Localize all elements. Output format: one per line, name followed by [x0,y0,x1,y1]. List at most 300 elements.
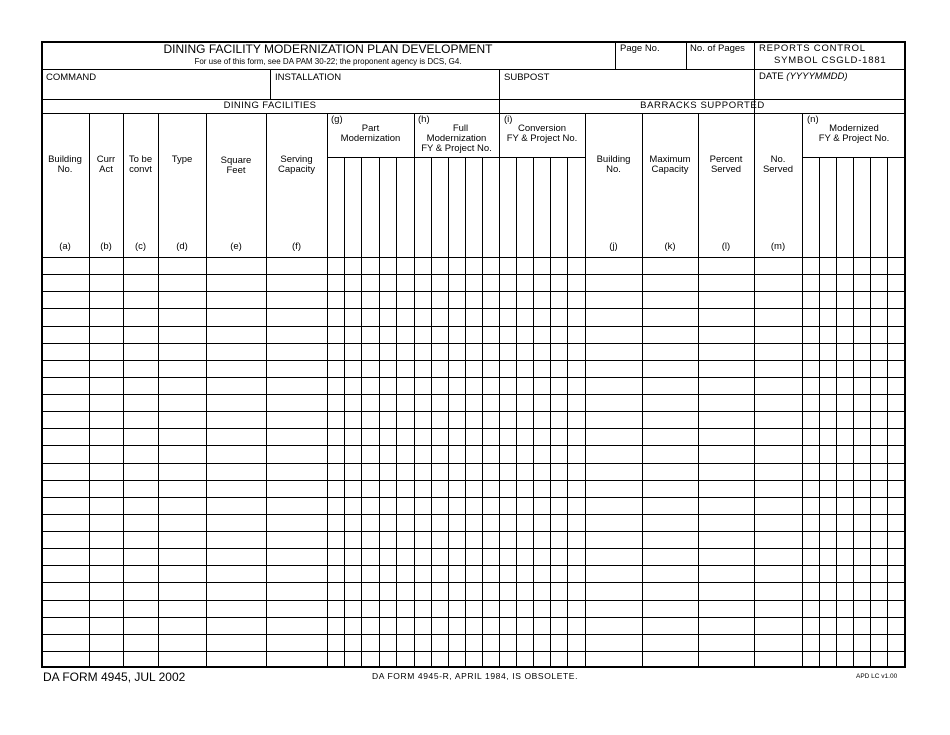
table-cell[interactable] [586,361,642,377]
table-cell[interactable] [449,549,465,565]
table-cell[interactable] [207,361,266,377]
table-cell[interactable] [397,361,414,377]
table-cell[interactable] [500,344,516,360]
table-cell[interactable] [755,344,802,360]
table-cell[interactable] [568,481,585,497]
table-cell[interactable] [345,258,361,274]
table-cell[interactable] [328,378,344,394]
table-cell[interactable] [397,429,414,445]
table-cell[interactable] [380,515,396,531]
table-cell[interactable] [267,327,327,343]
table-cell[interactable] [362,309,379,325]
table-cell[interactable] [124,549,158,565]
table-cell[interactable] [517,566,533,582]
table-cell[interactable] [90,258,123,274]
table-cell[interactable] [803,258,819,274]
table-cell[interactable] [345,532,361,548]
table-cell[interactable] [820,395,836,411]
table-cell[interactable] [380,446,396,462]
table-cell[interactable] [699,515,754,531]
table-cell[interactable] [449,446,465,462]
table-cell[interactable] [432,395,448,411]
table-cell[interactable] [380,635,396,651]
table-cell[interactable] [483,515,499,531]
table-cell[interactable] [159,498,206,514]
table-cell[interactable] [449,412,465,428]
table-cell[interactable] [871,635,887,651]
table-cell[interactable] [415,601,431,617]
table-cell[interactable] [415,446,431,462]
table-cell[interactable] [432,532,448,548]
table-cell[interactable] [124,412,158,428]
table-cell[interactable] [432,601,448,617]
table-cell[interactable] [803,635,819,651]
table-cell[interactable] [871,498,887,514]
table-cell[interactable] [466,378,482,394]
table-cell[interactable] [328,583,344,599]
table-cell[interactable] [517,635,533,651]
table-cell[interactable] [362,378,379,394]
table-cell[interactable] [534,618,550,634]
table-cell[interactable] [380,412,396,428]
table-cell[interactable] [124,464,158,480]
table-cell[interactable] [432,429,448,445]
table-cell[interactable] [534,344,550,360]
table-cell[interactable] [568,566,585,582]
table-cell[interactable] [586,481,642,497]
table-cell[interactable] [397,395,414,411]
table-cell[interactable] [803,395,819,411]
table-cell[interactable] [267,309,327,325]
table-cell[interactable] [551,498,567,514]
table-cell[interactable] [207,549,266,565]
table-cell[interactable] [586,344,642,360]
table-cell[interactable] [500,258,516,274]
table-cell[interactable] [854,395,870,411]
table-cell[interactable] [328,309,344,325]
table-cell[interactable] [397,532,414,548]
table-cell[interactable] [90,498,123,514]
table-cell[interactable] [432,361,448,377]
table-cell[interactable] [415,464,431,480]
table-cell[interactable] [500,395,516,411]
table-cell[interactable] [517,464,533,480]
table-cell[interactable] [755,566,802,582]
table-cell[interactable] [432,258,448,274]
table-cell[interactable] [267,361,327,377]
table-cell[interactable] [397,515,414,531]
table-cell[interactable] [854,498,870,514]
table-cell[interactable] [837,258,853,274]
table-cell[interactable] [820,429,836,445]
table-cell[interactable] [328,327,344,343]
table-cell[interactable] [500,498,516,514]
table-cell[interactable] [328,635,344,651]
table-cell[interactable] [643,618,698,634]
table-cell[interactable] [449,532,465,548]
table-cell[interactable] [42,618,89,634]
table-cell[interactable] [328,515,344,531]
table-cell[interactable] [803,327,819,343]
table-cell[interactable] [534,327,550,343]
table-cell[interactable] [159,275,206,291]
table-cell[interactable] [90,361,123,377]
table-cell[interactable] [854,446,870,462]
table-cell[interactable] [42,464,89,480]
table-cell[interactable] [362,515,379,531]
table-cell[interactable] [643,464,698,480]
table-cell[interactable] [267,429,327,445]
table-cell[interactable] [803,498,819,514]
table-cell[interactable] [466,429,482,445]
table-cell[interactable] [871,583,887,599]
table-cell[interactable] [449,618,465,634]
table-cell[interactable] [854,652,870,668]
table-cell[interactable] [449,309,465,325]
table-cell[interactable] [699,361,754,377]
table-cell[interactable] [42,549,89,565]
table-cell[interactable] [500,446,516,462]
table-cell[interactable] [699,429,754,445]
table-cell[interactable] [820,344,836,360]
table-cell[interactable] [449,515,465,531]
table-cell[interactable] [328,498,344,514]
table-cell[interactable] [551,344,567,360]
table-cell[interactable] [397,309,414,325]
table-cell[interactable] [888,446,906,462]
table-cell[interactable] [415,481,431,497]
table-cell[interactable] [820,635,836,651]
table-cell[interactable] [888,344,906,360]
table-cell[interactable] [397,549,414,565]
table-cell[interactable] [699,618,754,634]
table-cell[interactable] [643,412,698,428]
table-cell[interactable] [534,292,550,308]
table-cell[interactable] [124,275,158,291]
table-cell[interactable] [643,652,698,668]
table-cell[interactable] [755,549,802,565]
table-cell[interactable] [854,361,870,377]
table-cell[interactable] [159,618,206,634]
table-cell[interactable] [871,601,887,617]
table-cell[interactable] [517,583,533,599]
table-cell[interactable] [483,378,499,394]
table-cell[interactable] [267,446,327,462]
table-cell[interactable] [124,292,158,308]
table-cell[interactable] [586,515,642,531]
table-cell[interactable] [42,395,89,411]
table-cell[interactable] [871,652,887,668]
table-cell[interactable] [380,395,396,411]
table-cell[interactable] [466,618,482,634]
table-cell[interactable] [803,429,819,445]
table-cell[interactable] [517,309,533,325]
table-cell[interactable] [159,378,206,394]
table-cell[interactable] [380,258,396,274]
table-cell[interactable] [466,601,482,617]
table-cell[interactable] [207,412,266,428]
table-cell[interactable] [90,652,123,668]
table-cell[interactable] [803,515,819,531]
table-cell[interactable] [551,601,567,617]
table-cell[interactable] [328,601,344,617]
table-cell[interactable] [42,327,89,343]
table-cell[interactable] [90,292,123,308]
table-cell[interactable] [466,292,482,308]
table-cell[interactable] [380,327,396,343]
table-cell[interactable] [328,412,344,428]
table-cell[interactable] [568,446,585,462]
table-cell[interactable] [586,275,642,291]
table-cell[interactable] [517,429,533,445]
table-cell[interactable] [517,515,533,531]
table-cell[interactable] [345,498,361,514]
table-cell[interactable] [90,412,123,428]
table-cell[interactable] [124,532,158,548]
table-cell[interactable] [699,258,754,274]
table-cell[interactable] [854,549,870,565]
table-cell[interactable] [42,566,89,582]
table-cell[interactable] [568,275,585,291]
table-cell[interactable] [837,549,853,565]
table-cell[interactable] [432,412,448,428]
table-cell[interactable] [466,498,482,514]
table-cell[interactable] [888,566,906,582]
table-cell[interactable] [586,652,642,668]
table-cell[interactable] [415,429,431,445]
table-cell[interactable] [803,481,819,497]
table-cell[interactable] [551,532,567,548]
table-cell[interactable] [888,481,906,497]
table-cell[interactable] [90,566,123,582]
table-cell[interactable] [328,258,344,274]
table-cell[interactable] [820,515,836,531]
table-cell[interactable] [207,464,266,480]
table-cell[interactable] [397,275,414,291]
table-cell[interactable] [207,327,266,343]
table-cell[interactable] [643,327,698,343]
table-cell[interactable] [432,378,448,394]
table-cell[interactable] [568,258,585,274]
table-cell[interactable] [820,481,836,497]
table-cell[interactable] [267,275,327,291]
table-cell[interactable] [837,446,853,462]
table-cell[interactable] [500,361,516,377]
table-cell[interactable] [42,481,89,497]
table-cell[interactable] [328,566,344,582]
table-cell[interactable] [328,464,344,480]
table-cell[interactable] [449,258,465,274]
table-cell[interactable] [267,515,327,531]
table-cell[interactable] [586,583,642,599]
table-cell[interactable] [517,412,533,428]
table-cell[interactable] [483,498,499,514]
table-cell[interactable] [483,566,499,582]
table-cell[interactable] [568,464,585,480]
table-cell[interactable] [159,549,206,565]
table-cell[interactable] [207,618,266,634]
table-cell[interactable] [42,601,89,617]
table-cell[interactable] [90,344,123,360]
table-cell[interactable] [90,275,123,291]
table-cell[interactable] [415,532,431,548]
table-cell[interactable] [586,566,642,582]
table-cell[interactable] [267,635,327,651]
table-cell[interactable] [42,378,89,394]
table-cell[interactable] [42,292,89,308]
table-cell[interactable] [837,327,853,343]
table-cell[interactable] [362,618,379,634]
table-cell[interactable] [854,635,870,651]
table-cell[interactable] [534,549,550,565]
table-cell[interactable] [362,532,379,548]
table-cell[interactable] [345,309,361,325]
table-cell[interactable] [449,292,465,308]
table-cell[interactable] [517,292,533,308]
table-cell[interactable] [586,309,642,325]
table-cell[interactable] [159,481,206,497]
table-cell[interactable] [124,258,158,274]
table-cell[interactable] [551,292,567,308]
table-cell[interactable] [854,601,870,617]
table-cell[interactable] [483,258,499,274]
table-cell[interactable] [124,395,158,411]
table-cell[interactable] [449,652,465,668]
no-of-pages-field[interactable] [688,55,752,68]
table-cell[interactable] [551,481,567,497]
table-cell[interactable] [415,309,431,325]
table-cell[interactable] [568,652,585,668]
table-cell[interactable] [871,446,887,462]
table-cell[interactable] [124,583,158,599]
table-cell[interactable] [699,446,754,462]
table-cell[interactable] [699,498,754,514]
table-cell[interactable] [820,292,836,308]
table-cell[interactable] [517,275,533,291]
table-cell[interactable] [568,378,585,394]
table-cell[interactable] [362,549,379,565]
table-cell[interactable] [755,292,802,308]
table-cell[interactable] [568,601,585,617]
table-cell[interactable] [159,361,206,377]
table-cell[interactable] [483,429,499,445]
table-cell[interactable] [517,395,533,411]
table-cell[interactable] [466,258,482,274]
table-cell[interactable] [362,481,379,497]
table-cell[interactable] [483,532,499,548]
table-cell[interactable] [207,309,266,325]
table-cell[interactable] [888,378,906,394]
table-cell[interactable] [380,652,396,668]
table-cell[interactable] [432,498,448,514]
table-cell[interactable] [871,378,887,394]
table-cell[interactable] [586,395,642,411]
table-cell[interactable] [328,429,344,445]
table-cell[interactable] [854,292,870,308]
table-cell[interactable] [415,635,431,651]
table-cell[interactable] [432,635,448,651]
table-cell[interactable] [432,464,448,480]
table-cell[interactable] [380,601,396,617]
table-cell[interactable] [568,344,585,360]
table-cell[interactable] [362,446,379,462]
table-cell[interactable] [415,258,431,274]
table-cell[interactable] [534,532,550,548]
table-cell[interactable] [500,309,516,325]
table-cell[interactable] [449,395,465,411]
table-cell[interactable] [159,412,206,428]
table-cell[interactable] [888,395,906,411]
table-cell[interactable] [207,566,266,582]
table-cell[interactable] [854,481,870,497]
table-cell[interactable] [534,635,550,651]
table-cell[interactable] [837,378,853,394]
table-cell[interactable] [871,309,887,325]
table-cell[interactable] [551,566,567,582]
table-cell[interactable] [207,532,266,548]
table-cell[interactable] [837,429,853,445]
table-cell[interactable] [328,652,344,668]
table-cell[interactable] [362,275,379,291]
table-cell[interactable] [466,583,482,599]
table-cell[interactable] [551,309,567,325]
table-cell[interactable] [854,566,870,582]
table-cell[interactable] [888,258,906,274]
table-cell[interactable] [345,549,361,565]
table-cell[interactable] [820,601,836,617]
command-field[interactable] [44,84,268,98]
table-cell[interactable] [90,515,123,531]
table-cell[interactable] [90,601,123,617]
table-cell[interactable] [345,583,361,599]
table-cell[interactable] [415,652,431,668]
table-cell[interactable] [466,652,482,668]
table-cell[interactable] [854,344,870,360]
table-cell[interactable] [551,395,567,411]
table-cell[interactable] [483,292,499,308]
table-cell[interactable] [888,601,906,617]
table-cell[interactable] [755,515,802,531]
table-cell[interactable] [207,446,266,462]
table-cell[interactable] [643,361,698,377]
table-cell[interactable] [42,412,89,428]
table-cell[interactable] [397,412,414,428]
table-cell[interactable] [500,515,516,531]
table-cell[interactable] [159,258,206,274]
table-cell[interactable] [837,395,853,411]
table-cell[interactable] [534,309,550,325]
table-cell[interactable] [362,395,379,411]
table-cell[interactable] [568,327,585,343]
table-cell[interactable] [483,412,499,428]
table-cell[interactable] [42,635,89,651]
table-cell[interactable] [534,464,550,480]
table-cell[interactable] [90,327,123,343]
table-cell[interactable] [586,378,642,394]
table-cell[interactable] [803,275,819,291]
table-cell[interactable] [267,652,327,668]
table-cell[interactable] [586,601,642,617]
table-cell[interactable] [643,481,698,497]
table-cell[interactable] [755,429,802,445]
table-cell[interactable] [449,601,465,617]
table-cell[interactable] [888,412,906,428]
table-cell[interactable] [432,566,448,582]
table-cell[interactable] [500,635,516,651]
table-cell[interactable] [854,429,870,445]
table-cell[interactable] [449,327,465,343]
table-cell[interactable] [534,395,550,411]
